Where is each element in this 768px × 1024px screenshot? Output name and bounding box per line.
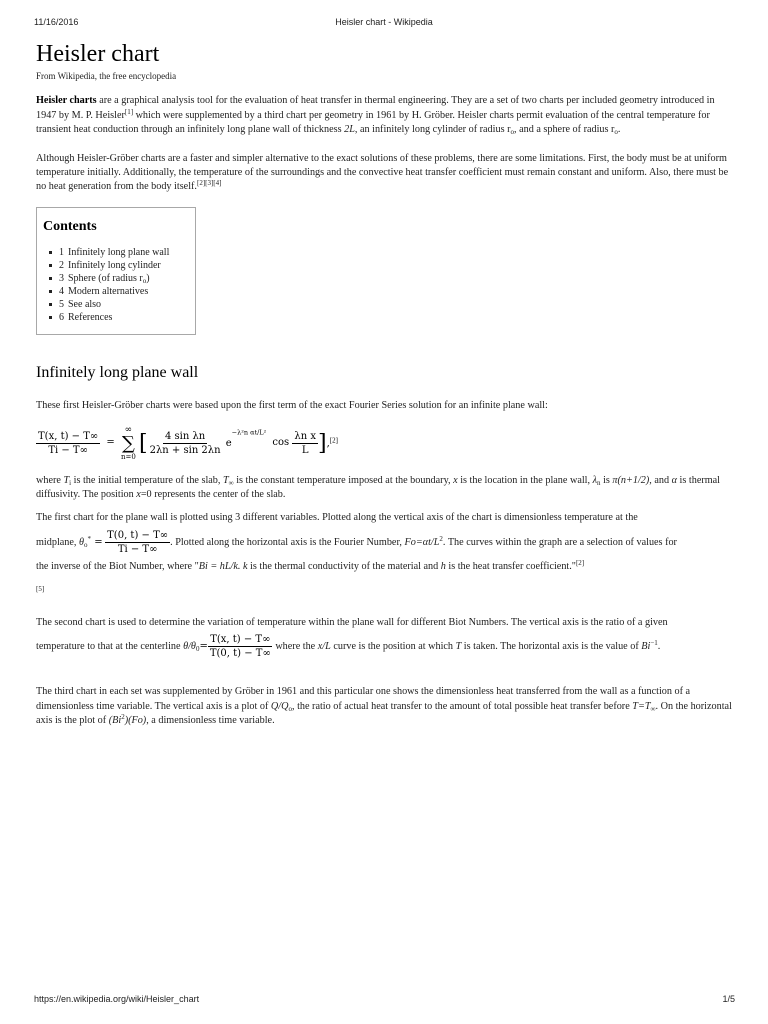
print-page-number: 1/5 (722, 994, 735, 1004)
citation-link[interactable]: [1] (124, 107, 134, 116)
citation-link[interactable]: [2] (329, 436, 338, 445)
midplane-temperature-fraction: $\frac{T(0, t) - T\infty}{Ti - T\infty}$ (107, 529, 169, 555)
temperature-ratio-fraction: $\frac{T(x, t) - T\infty}{T(0, t) - T\infty}$ (209, 634, 271, 660)
bullet-icon (49, 290, 52, 293)
summation-symbol: ∞ ∑ n=0 (121, 424, 136, 461)
table-of-contents (36, 207, 196, 335)
limitations-paragraph: Although Heisler-Gröber charts are a faster and simpler alternative to the exact solutions of these problems, there are some limitations. First, the body must be at uniform temperature initially. Additionally, the temperature of the surroundings and the convective heat transfer coefficient must remain constant and uniform. Also, there must be no heat generation from the body itself.[2][3][4] (36, 152, 729, 193)
bullet-icon (49, 277, 52, 280)
citation-link[interactable]: [2][3][4] (196, 179, 222, 188)
toc-item-see-also[interactable]: 5 See also (43, 298, 189, 311)
page-title: Heisler chart (36, 41, 160, 67)
print-footer (0, 994, 768, 1008)
third-chart-paragraph: The third chart in each set was supplemented by Gröber in 1961 and this particular one shows the dimensionless heat transferred from the wall as a function of a dimensionless time variable. The vertical axis is a plot of $Q/Q_o$, the ratio of actual heat transfer to the amount of total possible heat transfer before $T=T_\infty$. On the horizontal axis is the plot of (Bi$^2$)(Fo), a dimensionless time variable. (36, 686, 732, 726)
site-tagline: From Wikipedia, the free encyclopedia (36, 71, 177, 81)
toc-item-plane-wall[interactable]: 1 Infinitely long plane wall (43, 246, 189, 259)
equation-lhs-fraction: $\frac{T(x, t) - T\infty}{Ti - T\infty}$ (38, 431, 99, 457)
bullet-icon (49, 251, 52, 254)
citation-link[interactable]: [5] (36, 585, 45, 594)
print-url: https://en.wikipedia.org/wiki/Heisler_chart (34, 994, 200, 1004)
article-content (36, 40, 736, 728)
bullet-icon (49, 303, 52, 306)
toc-item-sphere[interactable]: 3 Sphere (of radius $r_o$) (43, 272, 189, 285)
intro-term: Heisler charts (36, 95, 97, 107)
fourier-intro-paragraph: These first Heisler-Gröber charts were based upon the first term of the exact Fourier Series solution for an infinite plane wall: (36, 400, 548, 412)
cos-argument-fraction: $\frac{\text{λn x}}{L}$ (294, 431, 316, 457)
bullet-icon (49, 316, 52, 319)
section-heading-plane-wall: Infinitely long plane wall (36, 364, 199, 382)
toc-item-cylinder[interactable]: 2 Infinitely long cylinder (43, 259, 189, 272)
citation-link[interactable]: [2] (575, 558, 585, 567)
variables-paragraph: where $T_i$ is the initial temperature of the slab, $T_\infty$ is the constant temperature imposed at the boundary, x is the location in the plane wall, $\lambda_n$ is π(n+1/2), and α is thermal diffusivity. The position x=0 represents the center of the slab. (36, 474, 721, 501)
second-chart-paragraph: The second chart is used to determine the variation of temperature within the plane wall for different Biot Numbers. The vertical axis is the ratio of a given temperature to that at the centerline $\theta/\theta_0=$ $\frac{T(x, t) - T\infty}{T(0, t) - T\infty}$ where the x/L curve is the position at which T is taken. The horizontal axis is the value of $Bi^{-1}$. (36, 616, 668, 660)
coefficient-fraction: $\frac{\text{4 sin λn}}{2\lambda n + \sin 2\lambda n}$ (149, 431, 221, 457)
toc-item-references[interactable]: 6 References (43, 311, 189, 324)
intro-paragraph: Heisler charts are a graphical analysis tool for the evaluation of heat transfer in thermal engineering. They are a set of two charts per included geometry introduced in 1947 by M. P. Heisler[1] which were supplemented by a third chart per geometry in 1961 by H. Gröber. Heisler charts permit evaluation of the central temperature for transient heat conduction through an infinitely long plane wall of thickness 2L, an infinitely long cylinder of radius $r_o$, and a sphere of radius $r_o$. (36, 95, 715, 137)
toc-item-modern-alternatives[interactable]: 4 Modern alternatives (43, 285, 189, 298)
toc-list (43, 246, 189, 324)
print-page-title: Heisler chart - Wikipedia (335, 17, 433, 27)
toc-title: Contents (43, 218, 97, 234)
bullet-icon (49, 264, 52, 267)
print-header (0, 17, 768, 31)
left-bracket: [ (139, 430, 148, 456)
fourier-series-equation: $\frac{T(x, t) - T\infty}{Ti - T\infty}$ = ∞ ∑ n=0 [ $\frac{\text{4 sin λn}}{2\lambda n + \sin 2\lambda n}$ $e^{-\lambda^2n \alpha t/L^2}$ cos $\frac{\text{λn x}}{L}$ ],[2] (38, 424, 338, 461)
print-date: 11/16/2016 (34, 17, 79, 27)
figure-reference (36, 586, 736, 600)
first-chart-paragraph: The first chart for the plane wall is plotted using 3 different variables. Plotted along the vertical axis of the chart is dimensionless temperature at the midplane, $\theta_o^*$ = $\frac{T(0, t) - T\infty}{Ti - T\infty}$ . Plotted along the horizontal axis is the Fourier Number, $Fo=\alpha t/L^2$. The curves within the graph are a selection of values for the inverse of the Biot Number, where "Bi = hL/k. k is the thermal conductivity of the material and h is the heat transfer coefficient."[2] (36, 512, 677, 572)
right-bracket: ] (317, 430, 327, 456)
